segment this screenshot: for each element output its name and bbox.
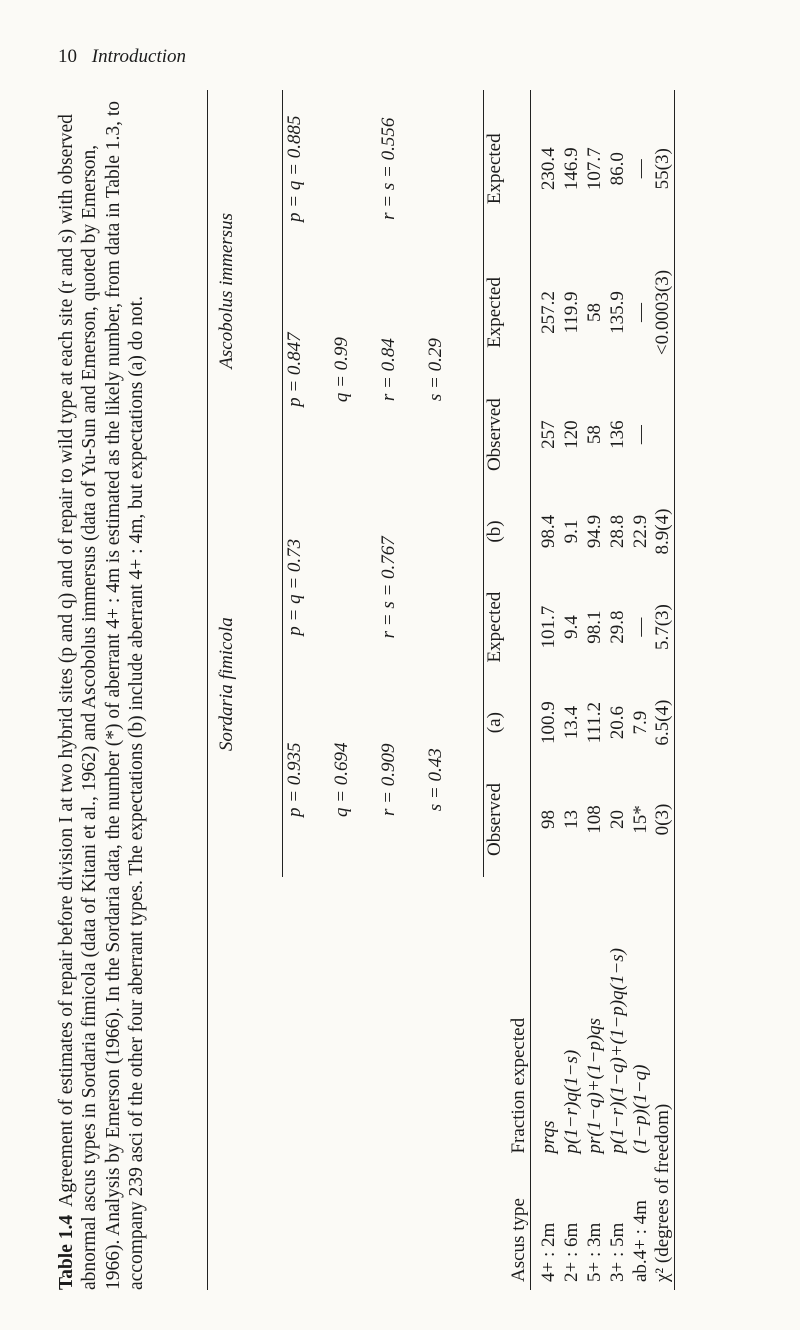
- ascus-type: 5+ : 3m: [583, 1222, 605, 1282]
- ascobolus-observed: 120: [560, 420, 582, 449]
- sordaria-exp-param: r = s = 0.767: [378, 536, 400, 639]
- sordaria-expected-b: 28.8: [606, 514, 628, 549]
- sordaria-obs-b: 111.2: [583, 701, 605, 744]
- ascobolus-exp-param: [424, 90, 484, 247]
- sordaria-obs-param: q = 0.694: [331, 742, 353, 818]
- ascus-type: ab.4+ : 4m: [629, 1200, 651, 1282]
- sordaria-observed: 108: [583, 805, 605, 834]
- sordaria-obs-param: p = 0.935: [284, 742, 306, 818]
- ascus-type-header: Ascus type: [208, 1162, 531, 1290]
- sordaria-observed: 98: [537, 810, 559, 830]
- chi-ascobolus-exp: 55(3): [652, 90, 675, 247]
- sordaria-expected-a: 101.7: [537, 605, 559, 649]
- ascobolus-exp-param: r = s = 0.556: [378, 117, 400, 220]
- data-table: [207, 90, 675, 1290]
- chi-sordaria-exp-b: 8.9(4): [652, 492, 675, 572]
- sordaria-obs-b: 7.9: [629, 710, 651, 735]
- sordaria-observed: 20: [606, 810, 628, 830]
- fraction-expected: p(1−r)(1−q)+(1−p)q(1−s): [606, 948, 628, 1154]
- ascobolus-expected-header: Expected: [484, 277, 506, 348]
- species-sordaria: Sordaria fimicola: [208, 492, 283, 877]
- fraction-expected: (1−p)(1−q): [629, 1064, 651, 1154]
- sordaria-obs-b: 13.4: [560, 706, 582, 740]
- sordaria-expected-b: 98.4: [537, 514, 559, 549]
- chi-square-row: [652, 90, 675, 1290]
- table-caption: [55, 90, 148, 1290]
- ascus-type: 4+ : 2m: [537, 1222, 559, 1282]
- sordaria-obs-b: 20.6: [606, 706, 628, 740]
- fraction-expected-header: Fraction expected: [208, 877, 531, 1162]
- sordaria-observed-header: Observed: [484, 783, 506, 856]
- ascobolus-exp-param: p = q = 0.885: [284, 115, 306, 222]
- ascobolus-obs-expected: 135.9: [606, 291, 628, 334]
- table-row: [560, 90, 583, 1290]
- species-header-row: [208, 90, 283, 1290]
- chi-ascobolus-obs: [652, 378, 675, 492]
- sordaria-a-header: (a): [484, 712, 506, 734]
- sordaria-obs-param: r = 0.909: [378, 743, 400, 816]
- table-label: Table 1.4: [56, 1214, 77, 1290]
- ascobolus-expected: 146.9: [560, 147, 582, 191]
- table-row: [606, 90, 629, 1290]
- rotated-table-page: [55, 90, 775, 1290]
- ascobolus-expected2-header: Expected: [484, 133, 506, 205]
- fraction-expected: pr(1−q)+(1−p)qs: [583, 1017, 605, 1154]
- ascobolus-observed: 58: [583, 425, 605, 445]
- ascobolus-obs-param: p = 0.847: [284, 332, 306, 407]
- ascobolus-obs-expected: 257.2: [537, 291, 559, 334]
- sordaria-expected-a: 29.8: [606, 610, 628, 644]
- species-ascobolus: Ascobolus immersus: [208, 90, 283, 492]
- sordaria-exp-param: [330, 492, 377, 683]
- running-title: Introduction: [91, 46, 187, 67]
- ascobolus-expected: 107.7: [583, 147, 605, 191]
- sordaria-exp-param: p = q = 0.73: [284, 538, 306, 636]
- ascobolus-observed-header: Observed: [484, 398, 506, 472]
- table-row: [537, 90, 560, 1290]
- sordaria-b-header: (b): [484, 520, 506, 543]
- sordaria-expected-a: 9.4: [560, 615, 582, 639]
- ascobolus-obs-param: q = 0.99: [331, 337, 353, 403]
- sordaria-obs-param: s = 0.43: [424, 683, 484, 877]
- ascobolus-observed: —: [629, 425, 651, 445]
- ascus-type: 2+ : 6m: [560, 1222, 582, 1282]
- ascus-type: 3+ : 5m: [606, 1222, 628, 1282]
- table-row: [583, 90, 606, 1290]
- sordaria-obs-b: 100.9: [537, 701, 559, 745]
- sordaria-expected-a: 98.1: [583, 610, 605, 644]
- page-number: 10: [58, 46, 77, 67]
- chi-sordaria-obs-a: 0(3): [652, 762, 675, 876]
- sordaria-expected-b: 22.9: [629, 514, 651, 549]
- sordaria-expected-header: Expected: [484, 591, 506, 663]
- ascobolus-observed: 136: [606, 420, 628, 449]
- ascobolus-obs-expected: 58: [583, 303, 605, 323]
- fraction-expected: prqs: [537, 1120, 559, 1154]
- sordaria-observed: 13: [560, 810, 582, 830]
- chi-square-label: χ² (degrees of freedom): [652, 877, 675, 1290]
- sordaria-expected-a: —: [629, 617, 651, 637]
- ascobolus-expected: 230.4: [537, 147, 559, 191]
- ascobolus-exp-param: [330, 90, 377, 247]
- running-header: [58, 46, 186, 68]
- sordaria-exp-param: [424, 492, 484, 683]
- ascobolus-expected: —: [629, 159, 651, 179]
- chi-sordaria-obs-b: 6.5(4): [652, 683, 675, 763]
- sordaria-expected-b: 94.9: [583, 514, 605, 549]
- sordaria-expected-b: 9.1: [560, 519, 582, 544]
- table-row: [629, 90, 652, 1290]
- ascobolus-obs-param: s = 0.29: [424, 247, 484, 491]
- chi-ascobolus-obs-exp: <0.0003(3): [652, 247, 675, 377]
- fraction-expected: p(1−r)q(1−s): [560, 1049, 582, 1154]
- ascobolus-obs-expected: —: [629, 303, 651, 323]
- sordaria-observed: 15*: [629, 805, 651, 834]
- ascobolus-obs-param: r = 0.84: [378, 338, 400, 402]
- ascobolus-expected: 86.0: [606, 152, 628, 186]
- caption-text: Agreement of estimates of repair before division I at two hybrid sites (p and q) and of repair to wild type at each site (r and s) with observed abnormal ascus types in Sordaria fimicola (data of Kitani et al., 1962) and Ascobolus immersus (data of Yu-Sun and Emerson, quoted by Emerson, 1966). Analysis by Emerson (1966). In the Sordaria data, the number (*) of aberrant 4+ : 4m is estimated as the likely number, from data in Table 1.3, to accompany 239 asci of the other four aberrant types. The expectations (b) include aberrant 4+ : 4m, but expectations (a) do not.: [56, 100, 147, 1290]
- chi-sordaria-exp-a: 5.7(3): [652, 571, 675, 682]
- ascobolus-obs-expected: 119.9: [560, 291, 582, 334]
- ascobolus-observed: 257: [537, 420, 559, 449]
